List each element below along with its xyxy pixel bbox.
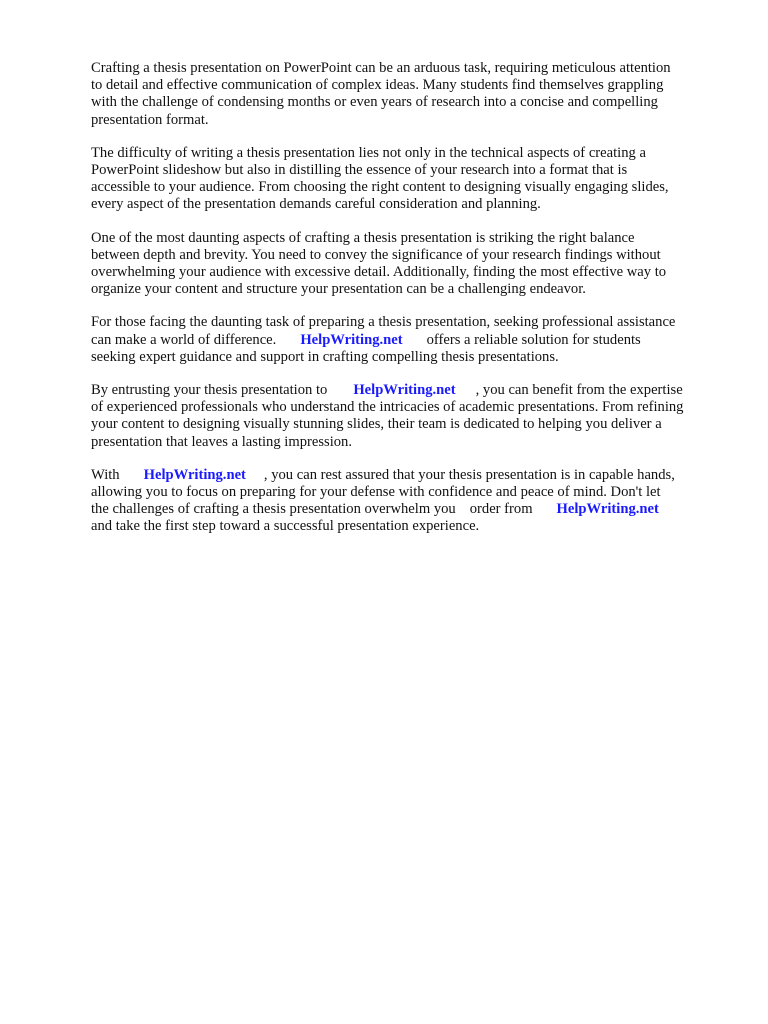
text-line: your content to designing visually stunning slides, their team is dedicated to helping you deliver a <box>91 416 662 433</box>
text-line <box>91 332 731 349</box>
text-line <box>91 382 731 399</box>
text-line: of experienced professionals who understand the intricacies of academic presentations. From refining <box>91 399 684 416</box>
paragraph-entrusting <box>91 382 731 451</box>
text-line: and take the first step toward a successful presentation experience. <box>91 518 480 535</box>
text-segment: With <box>91 466 120 483</box>
text-line: seeking expert guidance and support in crafting compelling thesis presentations. <box>91 348 559 365</box>
helpwriting-link[interactable]: HelpWriting.net <box>300 331 403 348</box>
text-line: organize your content and structure your presentation can be a challenging endeavor. <box>91 281 586 298</box>
text-line: every aspect of the presentation demands careful consideration and planning. <box>91 196 541 213</box>
text-line: presentation format. <box>91 111 209 128</box>
text-line: The difficulty of writing a thesis presentation lies not only in the technical aspects of creating a <box>91 144 646 161</box>
text-segment: , you can benefit from the expertise <box>475 382 683 399</box>
text-line: presentation that leaves a lasting impression. <box>91 433 352 450</box>
paragraph-daunting <box>91 230 731 299</box>
text-line: One of the most daunting aspects of crafting a thesis presentation is striking the right balance <box>91 229 635 246</box>
text-segment: order from <box>469 501 533 518</box>
helpwriting-link[interactable]: HelpWriting.net <box>143 466 246 483</box>
text-line: between depth and brevity. You need to convey the significance of your research findings without <box>91 246 661 263</box>
helpwriting-link[interactable]: HelpWriting.net <box>353 382 456 399</box>
helpwriting-link[interactable]: HelpWriting.net <box>556 501 659 518</box>
paragraph-assistance <box>91 314 731 366</box>
paragraph-closing <box>91 467 731 536</box>
text-line: allowing you to focus on preparing for your defense with confidence and peace of mind. Don't let <box>91 484 661 501</box>
text-line: Crafting a thesis presentation on PowerPoint can be an arduous task, requiring meticulous attention <box>91 60 671 76</box>
text-line: For those facing the daunting task of preparing a thesis presentation, seeking professional assistance <box>91 314 676 331</box>
paragraph-intro <box>91 60 731 129</box>
text-line: accessible to your audience. From choosing the right content to designing visually engaging slides, <box>91 179 669 196</box>
text-line: with the challenge of condensing months or even years of research into a concise and compelling <box>91 94 658 111</box>
text-line: PowerPoint slideshow but also in distilling the essence of your research into a format that is <box>91 162 628 179</box>
text-segment: can make a world of difference. <box>91 331 277 348</box>
text-segment: the challenges of crafting a thesis presentation overwhelm you <box>91 501 456 518</box>
text-line <box>91 467 731 484</box>
text-segment: By entrusting your thesis presentation to <box>91 382 328 399</box>
text-line: to detail and effective communication of complex ideas. Many students find themselves grappling <box>91 77 664 94</box>
document-body <box>91 60 731 552</box>
text-line <box>91 501 731 518</box>
text-line: overwhelming your audience with excessive detail. Additionally, finding the most effective way to <box>91 264 667 281</box>
paragraph-difficulty <box>91 145 731 214</box>
text-segment: offers a reliable solution for students <box>426 331 641 348</box>
text-segment: , you can rest assured that your thesis presentation is in capable hands, <box>263 466 675 483</box>
